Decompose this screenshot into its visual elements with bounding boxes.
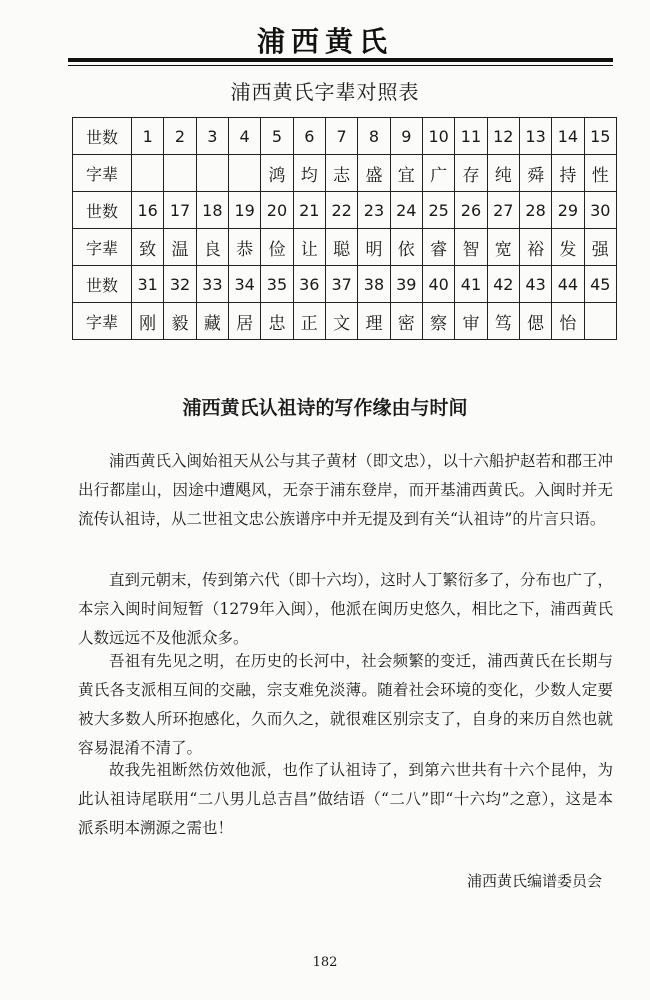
character-cell: 纯 bbox=[487, 155, 519, 192]
character-cell: 志 bbox=[325, 155, 357, 192]
character-cell: 发 bbox=[552, 229, 584, 266]
character-cell: 审 bbox=[455, 303, 487, 340]
generation-table bbox=[72, 117, 617, 340]
character-cell: 良 bbox=[196, 229, 228, 266]
character-cell: 文 bbox=[325, 303, 357, 340]
generation-number-cell: 21 bbox=[293, 192, 325, 229]
generation-number-cell: 8 bbox=[358, 118, 390, 155]
generation-number-cell: 19 bbox=[228, 192, 260, 229]
character-cell: 智 bbox=[455, 229, 487, 266]
generation-number-cell: 37 bbox=[325, 266, 357, 303]
character-cell: 毅 bbox=[164, 303, 196, 340]
character-cell: 宜 bbox=[390, 155, 422, 192]
character-cell: 强 bbox=[584, 229, 616, 266]
generation-row bbox=[73, 118, 617, 155]
generation-number-cell: 25 bbox=[422, 192, 454, 229]
article-title: 浦西黄氏认祖诗的写作缘由与时间 bbox=[182, 397, 468, 419]
character-cell: 忠 bbox=[261, 303, 293, 340]
generation-number-cell: 27 bbox=[487, 192, 519, 229]
generation-number-cell: 36 bbox=[293, 266, 325, 303]
generation-number-cell: 41 bbox=[455, 266, 487, 303]
generation-number-cell: 7 bbox=[325, 118, 357, 155]
generation-number-cell: 13 bbox=[519, 118, 551, 155]
table-title: 浦西黄氏字辈对照表 bbox=[230, 80, 420, 104]
article-signature: 浦西黄氏编谱委员会 bbox=[466, 872, 602, 890]
character-cell: 密 bbox=[390, 303, 422, 340]
header-rule-thick bbox=[68, 58, 613, 62]
character-cell bbox=[584, 303, 616, 340]
character-cell: 恭 bbox=[228, 229, 260, 266]
page-number: 182 bbox=[312, 955, 338, 970]
generation-number-cell: 43 bbox=[519, 266, 551, 303]
generation-number-cell: 10 bbox=[422, 118, 454, 155]
generation-number-cell: 29 bbox=[552, 192, 584, 229]
character-cell: 温 bbox=[164, 229, 196, 266]
generation-number-cell: 23 bbox=[358, 192, 390, 229]
generation-number-cell: 33 bbox=[196, 266, 228, 303]
generation-number-cell: 14 bbox=[552, 118, 584, 155]
article-paragraph: 吾祖有先见之明，在历史的长河中，社会频繁的变迁，浦西黄氏在长期与黄氏各支派相互间的交融，宗支难免淡薄。随着社会环境的变化，少数人定要被大多数人所环抱感化，久而久之，就很难区别宗支了，自身的来历自然也就容易混淆不清了。 bbox=[78, 652, 613, 757]
article-paragraph: 浦西黄氏入闽始祖天从公与其子黄材（即文忠），以十六船护赵若和郡王冲出行都崖山，因途中遭飓风，无奈于浦东登岸，而开基浦西黄氏。入闽时并无流传认祖诗，从二世祖文忠公族谱序中并无提及到有关“认祖诗”的片言只语。 bbox=[78, 452, 613, 528]
generation-number-cell: 15 bbox=[584, 118, 616, 155]
generation-number-cell: 12 bbox=[487, 118, 519, 155]
generation-number-cell: 31 bbox=[132, 266, 164, 303]
character-cell: 盛 bbox=[358, 155, 390, 192]
generation-number-cell: 24 bbox=[390, 192, 422, 229]
character-cell: 均 bbox=[293, 155, 325, 192]
row-label: 字辈 bbox=[73, 155, 132, 192]
character-cell: 聪 bbox=[325, 229, 357, 266]
character-cell: 裕 bbox=[519, 229, 551, 266]
character-cell bbox=[196, 155, 228, 192]
character-cell: 刚 bbox=[132, 303, 164, 340]
generation-number-cell: 45 bbox=[584, 266, 616, 303]
generation-number-cell: 17 bbox=[164, 192, 196, 229]
generation-number-cell: 42 bbox=[487, 266, 519, 303]
character-cell: 让 bbox=[293, 229, 325, 266]
generation-number-cell: 38 bbox=[358, 266, 390, 303]
character-row bbox=[73, 155, 617, 192]
generation-number-cell: 44 bbox=[552, 266, 584, 303]
generation-number-cell: 4 bbox=[228, 118, 260, 155]
row-label: 世数 bbox=[73, 266, 132, 303]
row-label: 字辈 bbox=[73, 229, 132, 266]
character-cell: 居 bbox=[228, 303, 260, 340]
character-cell bbox=[164, 155, 196, 192]
character-cell: 正 bbox=[293, 303, 325, 340]
generation-number-cell: 1 bbox=[132, 118, 164, 155]
character-row bbox=[73, 229, 617, 266]
character-cell: 性 bbox=[584, 155, 616, 192]
generation-number-cell: 18 bbox=[196, 192, 228, 229]
character-cell: 鸿 bbox=[261, 155, 293, 192]
character-cell: 存 bbox=[455, 155, 487, 192]
character-row bbox=[73, 303, 617, 340]
generation-number-cell: 34 bbox=[228, 266, 260, 303]
character-cell bbox=[228, 155, 260, 192]
generation-number-cell: 40 bbox=[422, 266, 454, 303]
character-cell: 察 bbox=[422, 303, 454, 340]
generation-number-cell: 5 bbox=[261, 118, 293, 155]
row-label: 世数 bbox=[73, 192, 132, 229]
generation-number-cell: 22 bbox=[325, 192, 357, 229]
character-cell: 怡 bbox=[552, 303, 584, 340]
character-cell: 持 bbox=[552, 155, 584, 192]
generation-table-body bbox=[73, 118, 617, 340]
character-cell: 明 bbox=[358, 229, 390, 266]
generation-number-cell: 9 bbox=[390, 118, 422, 155]
character-cell: 舜 bbox=[519, 155, 551, 192]
character-cell: 致 bbox=[132, 229, 164, 266]
character-cell: 笃 bbox=[487, 303, 519, 340]
article-paragraph: 故我先祖断然仿效他派，也作了认祖诗了，到第六世共有十六个昆仲，为此认祖诗尾联用“二八男儿总吉昌”做结语（“二八”即“十六均”之意），这是本派系明本溯源之需也！ bbox=[78, 761, 613, 837]
character-cell bbox=[132, 155, 164, 192]
character-cell: 理 bbox=[358, 303, 390, 340]
article-paragraph: 直到元朝末，传到第六代（即十六均），这时人丁繁衍多了，分布也广了，本宗入闽时间短暂（1279年入闽），他派在闽历史悠久，相比之下，浦西黄氏人数远远不及他派众多。 bbox=[78, 571, 613, 647]
generation-number-cell: 3 bbox=[196, 118, 228, 155]
character-cell: 偲 bbox=[519, 303, 551, 340]
generation-number-cell: 2 bbox=[164, 118, 196, 155]
generation-number-cell: 28 bbox=[519, 192, 551, 229]
generation-number-cell: 6 bbox=[293, 118, 325, 155]
page-header-title: 浦西黄氏 bbox=[256, 25, 393, 58]
row-label: 字辈 bbox=[73, 303, 132, 340]
generation-number-cell: 26 bbox=[455, 192, 487, 229]
generation-row bbox=[73, 266, 617, 303]
generation-number-cell: 32 bbox=[164, 266, 196, 303]
generation-number-cell: 35 bbox=[261, 266, 293, 303]
character-cell: 睿 bbox=[422, 229, 454, 266]
generation-number-cell: 20 bbox=[261, 192, 293, 229]
generation-number-cell: 39 bbox=[390, 266, 422, 303]
generation-number-cell: 16 bbox=[132, 192, 164, 229]
character-cell: 广 bbox=[422, 155, 454, 192]
character-cell: 宽 bbox=[487, 229, 519, 266]
character-cell: 依 bbox=[390, 229, 422, 266]
generation-number-cell: 30 bbox=[584, 192, 616, 229]
row-label: 世数 bbox=[73, 118, 132, 155]
generation-number-cell: 11 bbox=[455, 118, 487, 155]
generation-row bbox=[73, 192, 617, 229]
character-cell: 藏 bbox=[196, 303, 228, 340]
header-rule-thin bbox=[68, 65, 613, 66]
character-cell: 俭 bbox=[261, 229, 293, 266]
